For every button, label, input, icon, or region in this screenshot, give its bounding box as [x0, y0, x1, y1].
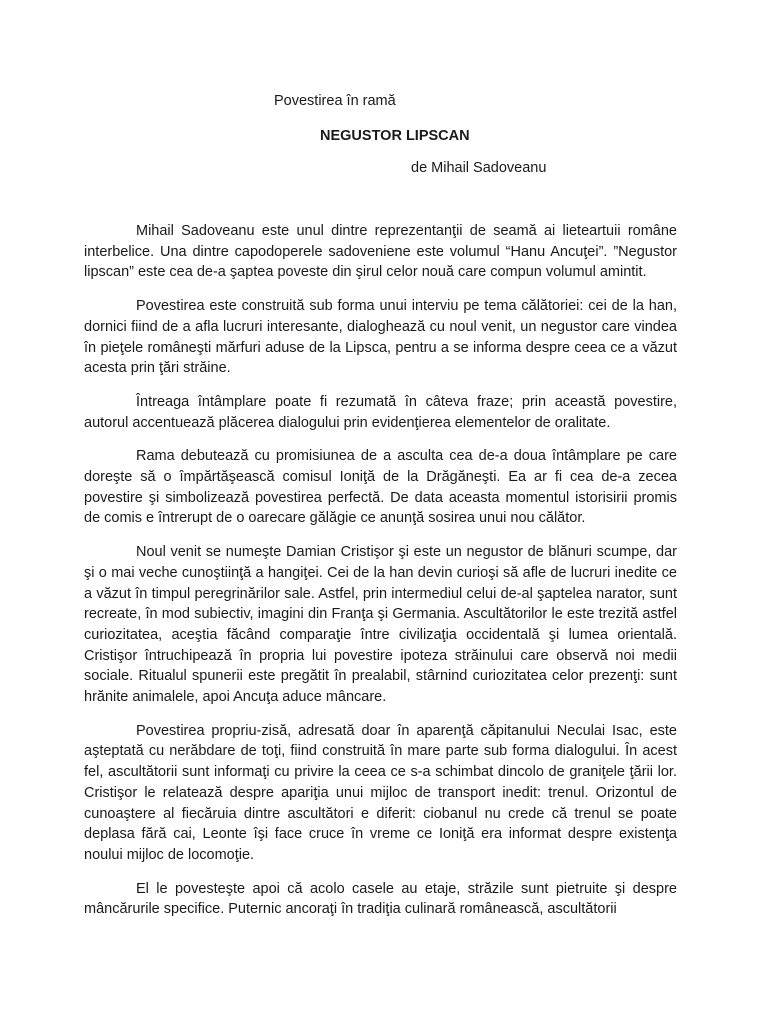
paragraph-3: Întreaga întâmplare poate fi rezumată în câteva fraze; prin această povestire, autorul accentuează plăcerea dialogului prin evidenţierea elementelor de oralitate.: [84, 393, 677, 431]
document-body: [84, 221, 677, 933]
document-supertitle: Povestirea în ramă: [274, 93, 396, 109]
paragraph-4: Rama debutează cu promisiunea de a asculta cea de-a doua întâmplare pe care doreşte să o împărtăşească comisul Ioniţă de la Drăgăneşti. Ea ar fi cea de-a zecea povestire şi simbolizează povestirea perfectă. De data aceasta momentul istorisirii promis de comis e întrerupt de o oarecare gălăgie ce anunţă sosirea unui nou călător.: [84, 448, 677, 527]
document-title: NEGUSTOR LIPSCAN: [320, 128, 470, 144]
paragraph-5: Noul venit se numeşte Damian Cristişor şi este un negustor de blănuri scumpe, dar şi o mai veche cunoştiinţă a hangiţei. Cei de la han devin curioşi să afle de lucruri inedite ce a văzut în timpul peregrinărilor sale. Astfel, prin intermediul celui de-al şaptelea narator, sunt recreate, în mod subiectiv, imagini din Franţa şi Germania. Ascultătorilor le este trezită astfel curiozitatea, aceştia făcând comparaţie între civilizaţia occidentală şi lumea orientală. Cristişor întruchipează în propria lui povestire ipoteza străinului care observă noi medii sociale. Ritualul spunerii este pregătit în prealabil, stârnind curiozitatea celor prezenţi: sunt hrănite animalele, apoi Ancuţa aduce mâncare.: [84, 544, 677, 706]
paragraph-2: Povestirea este construită sub forma unui interviu pe tema călătoriei: cei de la han, dornici fiind de a afla lucruri interesante, dialoghează cu noul venit, un negustor care vindea în pieţele româneşti mărfuri aduse de la Lipsca, pentru a se informa despre ceea ce a văzut acesta prin ţări străine.: [84, 298, 677, 377]
paragraph-1: Mihail Sadoveanu este unul dintre reprezentanţii de seamă ai lieteartuii române interbelice. Una dintre capodoperele sadoveniene este volumul “Hanu Ancuţei”. ”Negustor lipscan” este cea de-a şaptea poveste din şirul celor nouă care compun volumul amintit.: [84, 223, 677, 281]
document-author: de Mihail Sadoveanu: [411, 160, 547, 176]
paragraph-6: Povestirea propriu-zisă, adresată doar în aparenţă căpitanului Neculai Isac, este aşteptată cu nerăbdare de toţi, fiind construită în mare parte sub forma dialogului. În acest fel, ascultătorii sunt informaţi cu privire la ceea ce s-a schimbat dincolo de graniţele ţării lor. Cristişor le relatează despre apariţia unui mijloc de transport inedit: trenul. Orizontul de cunoaştere al fiecăruia dintre ascultători e diferit: ciobanul nu crede că trenul se poate deplasa fără cai, Leonte îşi face cruce în vreme ce Ioniţă era informat despre existenţa noului mijloc de locomoţie.: [84, 722, 677, 863]
paragraph-7: El le povesteşte apoi că acolo casele au etaje, străzile sunt pietruite şi despre mâncărurile specifice. Puternic ancoraţi în tradiţia culinară românească, ascultătorii: [84, 880, 677, 918]
